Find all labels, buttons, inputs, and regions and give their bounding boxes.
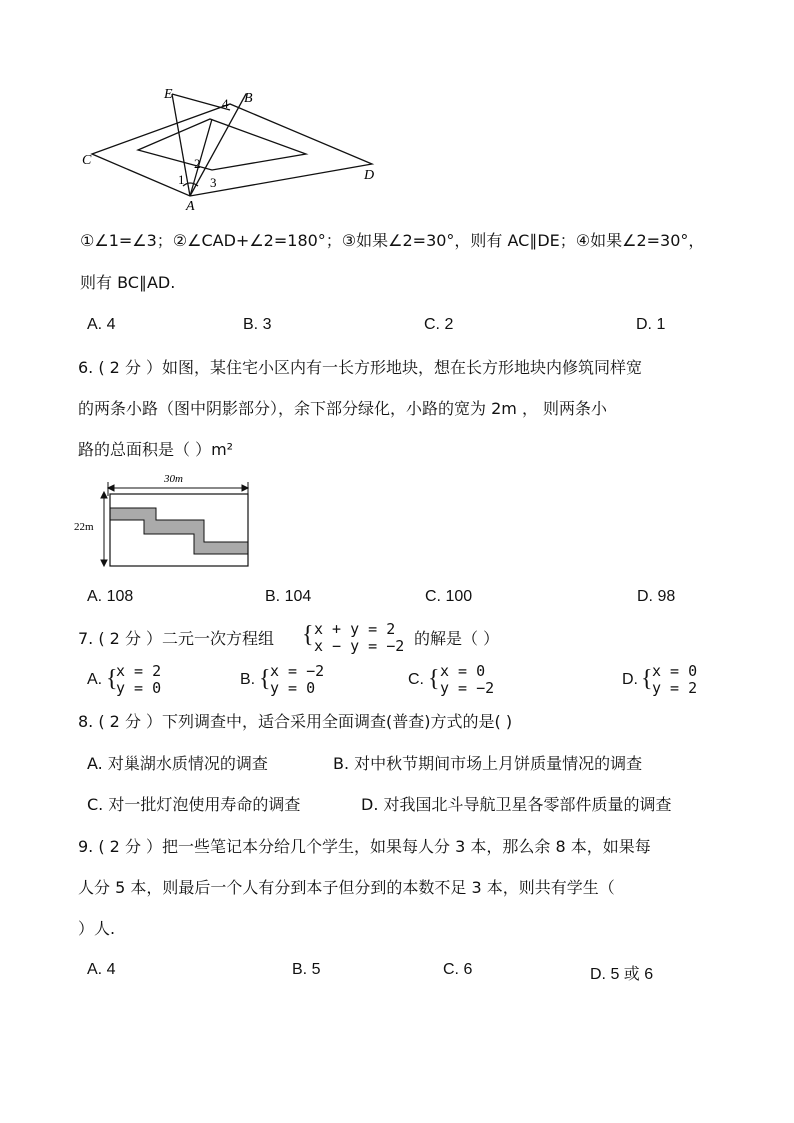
q9-option-c: C. 6	[443, 961, 473, 978]
height-label: 22m	[74, 521, 94, 533]
q7-option-a-label: A.	[87, 671, 103, 688]
q7-prefix: 7. ( 2 分 ）二元一次方程组	[78, 629, 275, 648]
q5-statements-line1: ①∠1=∠3；②∠CAD+∠2=180°；③如果∠2=30°，则有 AC∥DE；④如果∠2=30°，	[80, 231, 705, 250]
q6-line2: 的两条小路（图中阴影部分），余下部分绿化，小路的宽为 2m ， 则两条小	[78, 399, 608, 418]
label-C: C	[82, 153, 92, 168]
width-label: 30m	[164, 473, 183, 485]
q9-option-a: A. 4	[87, 961, 116, 978]
q7-option-c-l2: y = −2	[440, 679, 495, 697]
q8-option-a: A. 对巢湖水质情况的调查	[87, 754, 268, 773]
q8-option-d: D. 对我国北斗导航卫星各零部件质量的调查	[361, 795, 672, 814]
q7-option-d-label: D.	[622, 671, 638, 688]
label-4: 4	[222, 96, 229, 111]
q7-option-c-label: C.	[408, 671, 424, 688]
q5-option-a: A. 4	[87, 316, 116, 333]
shaded-road	[110, 508, 248, 554]
q7-option-d-l2: y = 2	[652, 679, 698, 697]
label-3: 3	[210, 175, 217, 190]
geometry-figure	[80, 86, 390, 214]
q7-option-a-brace: {	[106, 666, 118, 692]
label-B: B	[244, 91, 253, 106]
q7-system-brace: {	[302, 622, 314, 648]
q7-option-c-l1: x = 0	[440, 662, 486, 680]
q7-eq2: x − y = −2	[314, 637, 405, 655]
q9-option-b: B. 5	[292, 961, 321, 978]
q6-line1: 6. ( 2 分 ）如图，某住宅小区内有一长方形地块，想在长方形地块内修筑同样宽	[78, 358, 643, 377]
q7-eq1: x + y = 2	[314, 620, 396, 638]
q7-option-d-brace: {	[641, 666, 653, 692]
q7-option-c-brace: {	[428, 666, 440, 692]
q7-option-d-l1: x = 0	[652, 662, 698, 680]
q5-option-d: D. 1	[636, 316, 666, 333]
q7-option-a-l1: x = 2	[116, 662, 162, 680]
q8-option-b: B. 对中秋节期间市场上月饼质量情况的调查	[333, 754, 643, 773]
q5-option-c: C. 2	[424, 316, 454, 333]
q8-option-c: C. 对一批灯泡使用寿命的调查	[87, 795, 301, 814]
label-E: E	[164, 87, 173, 102]
q6-option-d: D. 98	[637, 588, 676, 605]
outer-quadrilateral	[92, 104, 375, 196]
q7-option-b-brace: {	[259, 666, 271, 692]
q8-line1: 8. ( 2 分 ）下列调查中，适合采用全面调查(普查)方式的是( )	[78, 712, 513, 731]
q9-line2: 人分 5 本，则最后一个人有分到本子但分到的本数不足 3 本，则共有学生（	[78, 878, 615, 897]
q7-option-a-l2: y = 0	[116, 679, 162, 697]
label-2: 2	[194, 156, 201, 171]
q6-option-c: C. 100	[425, 588, 473, 605]
inner-quadrilateral	[138, 119, 306, 170]
q9-line3: ）人.	[78, 919, 116, 938]
q7-suffix: 的解是（ ）	[414, 629, 500, 648]
q7-option-b-l1: x = −2	[270, 662, 325, 680]
q5-option-b: B. 3	[243, 316, 272, 333]
road-figure	[74, 470, 254, 570]
q9-line1: 9. ( 2 分 ）把一些笔记本分给几个学生，如果每人分 3 本，那么余 8 本，如果每	[78, 837, 651, 856]
q5-statements-line2: 则有 BC∥AD.	[80, 273, 176, 292]
label-A: A	[186, 199, 195, 214]
q7-option-b-l2: y = 0	[270, 679, 316, 697]
label-1: 1	[178, 172, 185, 187]
q6-option-b: B. 104	[265, 588, 312, 605]
q6-line3: 路的总面积是（ ）m²	[78, 440, 234, 459]
label-D: D	[364, 168, 375, 183]
q7-option-b-label: B.	[240, 671, 256, 688]
q9-option-d: D. 5 或 6	[590, 966, 654, 983]
line-AB	[190, 94, 246, 196]
q6-option-a: A. 108	[87, 588, 134, 605]
